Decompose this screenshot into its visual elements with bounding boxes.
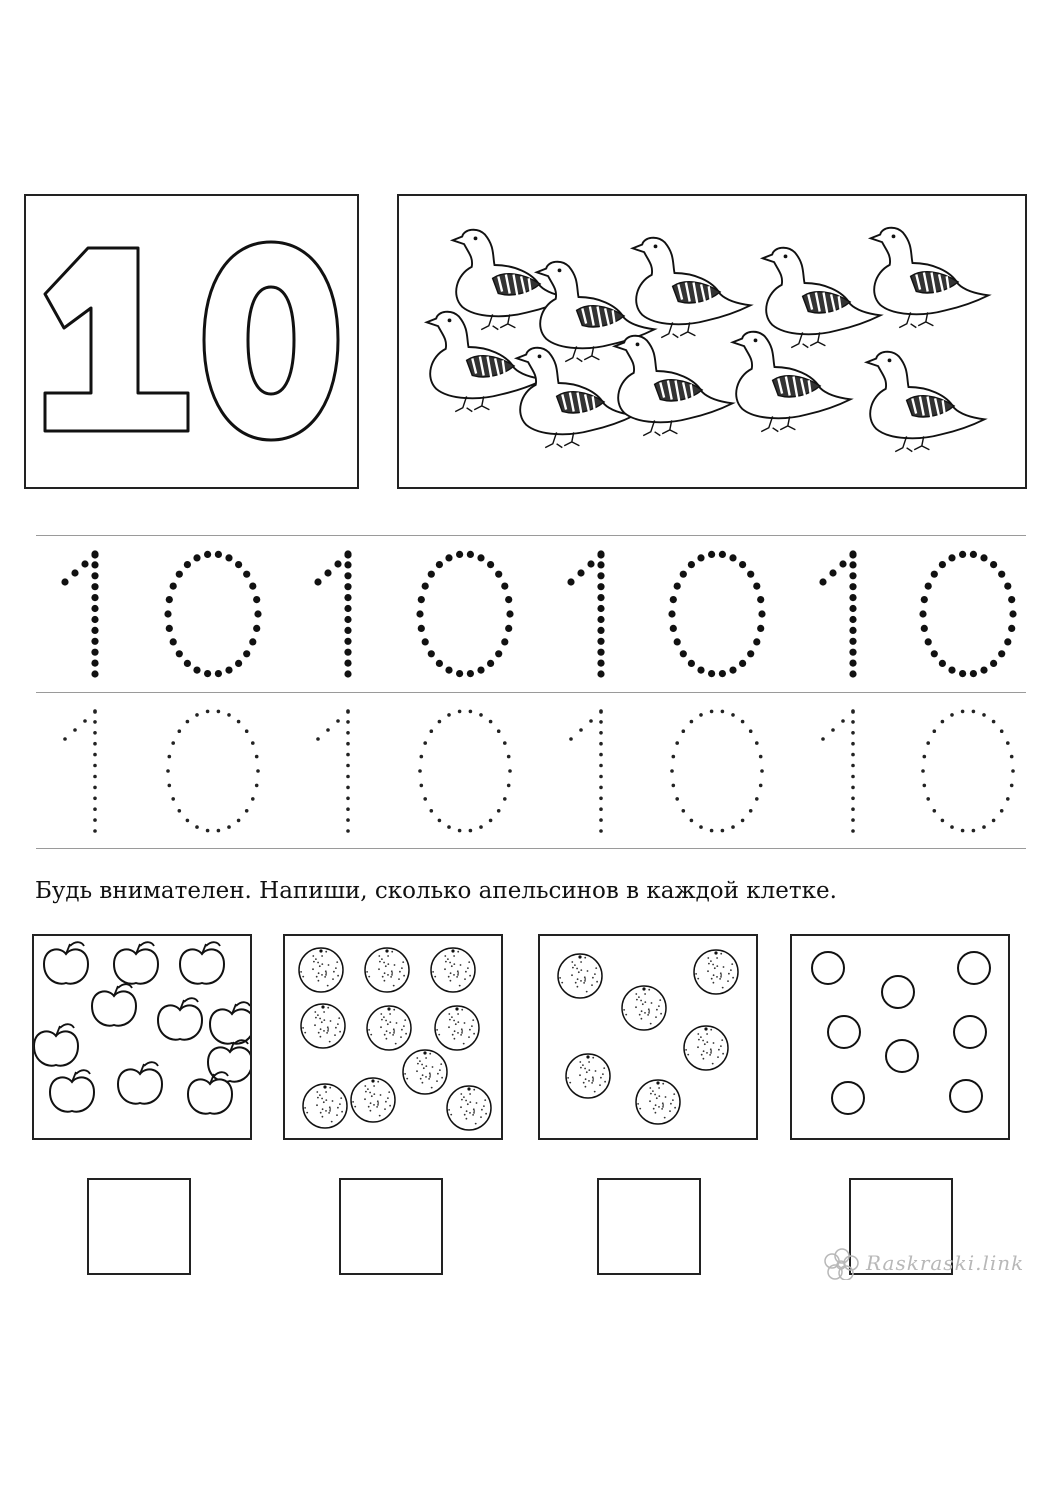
orange-icon <box>566 1054 610 1098</box>
circle-icon <box>950 1080 982 1112</box>
orange-icon <box>684 1026 728 1070</box>
trace-digit-0[interactable] <box>0 536 514 677</box>
circle-icon <box>954 1016 986 1048</box>
duck-icon <box>633 238 751 338</box>
apple-icon <box>92 984 136 1026</box>
orange-icon <box>435 1006 479 1050</box>
circle-icon <box>886 1040 918 1072</box>
trace-digit-1[interactable] <box>0 693 350 833</box>
orange-icon <box>558 954 602 998</box>
counting-cell-circles <box>790 934 1010 1140</box>
counting-cell-oranges-1 <box>283 934 503 1140</box>
circle-icon <box>958 952 990 984</box>
trace-digit-1[interactable] <box>0 693 855 833</box>
orange-icon <box>447 1086 491 1130</box>
trace-digit-1[interactable] <box>0 536 605 678</box>
trace-digit-1[interactable] <box>0 693 603 833</box>
circle-icon <box>882 976 914 1008</box>
orange-icon <box>431 948 475 992</box>
watermark <box>822 1246 1024 1280</box>
answer-box-1[interactable] <box>87 1178 191 1275</box>
number-card <box>24 194 359 489</box>
trace-digit-0[interactable] <box>0 693 764 832</box>
ducks-card <box>397 194 1027 489</box>
apple-icon <box>34 1024 78 1066</box>
trace-digit-0[interactable] <box>0 693 512 832</box>
answer-box-2[interactable] <box>339 1178 443 1275</box>
duck-icon <box>871 228 989 328</box>
trace-digit-0[interactable] <box>0 693 1015 832</box>
tracing-row-light[interactable] <box>0 693 1050 848</box>
circle-icon <box>832 1082 864 1114</box>
apple-icon <box>114 942 158 984</box>
duck-icon <box>763 248 881 348</box>
orange-icon <box>403 1050 447 1094</box>
answer-box-3[interactable] <box>597 1178 701 1275</box>
trace-digit-1[interactable] <box>0 536 99 678</box>
apple-icon <box>118 1062 162 1104</box>
duck-icon <box>867 352 985 452</box>
orange-icon <box>622 986 666 1030</box>
counting-cell-apples <box>32 934 252 1140</box>
orange-icon <box>367 1006 411 1050</box>
watermark-text: Raskraski.link <box>866 1251 1025 1275</box>
counting-cell-oranges-2 <box>538 934 758 1140</box>
tracing-line-bottom <box>36 848 1026 849</box>
duck-icon <box>517 348 635 448</box>
circle-icon <box>812 952 844 984</box>
ducks-illustration <box>399 196 1025 487</box>
circle-icon <box>828 1016 860 1048</box>
duck-icon <box>615 336 733 436</box>
apple-icon <box>44 942 88 984</box>
flower-icon <box>822 1246 862 1280</box>
apple-icon <box>180 942 224 984</box>
orange-icon <box>299 948 343 992</box>
orange-icon <box>301 1004 345 1048</box>
instruction-text: Будь внимателен. Напиши, сколько апельсинов в каждой клетке. <box>35 878 837 904</box>
orange-icon <box>351 1078 395 1122</box>
orange-icon <box>694 950 738 994</box>
trace-digit-0[interactable] <box>0 536 1017 677</box>
trace-digit-1[interactable] <box>0 693 97 833</box>
apple-icon <box>210 1002 250 1044</box>
tracing-row-bold[interactable] <box>0 536 1050 692</box>
trace-digit-0[interactable] <box>0 536 766 677</box>
orange-icon <box>365 948 409 992</box>
trace-digit-0[interactable] <box>0 536 262 677</box>
trace-digit-0[interactable] <box>0 693 260 832</box>
outlined-numeral-10 <box>26 196 357 487</box>
apple-icon <box>50 1070 94 1112</box>
orange-icon <box>636 1080 680 1124</box>
apple-icon <box>158 998 202 1040</box>
trace-digit-1[interactable] <box>0 536 857 678</box>
trace-digit-1[interactable] <box>0 536 352 678</box>
orange-icon <box>303 1084 347 1128</box>
